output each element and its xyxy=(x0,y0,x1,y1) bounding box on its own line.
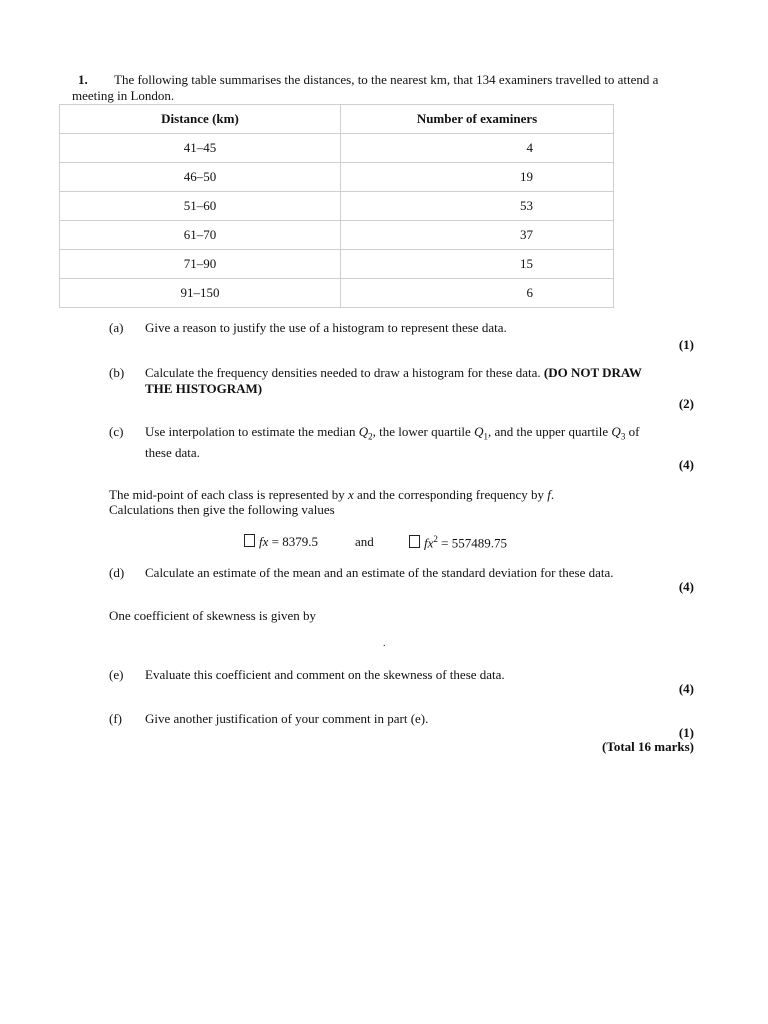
distance-cell: 61–70 xyxy=(60,221,341,250)
median-symbol: Q xyxy=(358,424,369,439)
part-f-label: (f) xyxy=(109,711,122,726)
midpoint-paragraph xyxy=(109,487,669,517)
sum-fx2-symbol: fx xyxy=(424,535,434,551)
part-c-text-1: Use interpolation to estimate the median xyxy=(145,424,356,439)
part-a-mark: (1) xyxy=(678,337,694,352)
stray-dot: . xyxy=(383,638,386,649)
question-intro-text: The following table summarises the distances, to the nearest km, that 134 examiners travelled to attend a meeting in London. xyxy=(72,72,659,103)
distance-cell: 91–150 xyxy=(60,279,341,308)
part-a-label: (a) xyxy=(109,320,124,335)
x-symbol: x xyxy=(347,487,354,502)
question-number: 1. xyxy=(78,72,88,87)
sum-fx-symbol: fx xyxy=(259,534,269,549)
part-f-text: Give another justification of your comment in part (e). xyxy=(145,711,429,726)
f-symbol: f xyxy=(547,487,551,502)
lower-quartile-symbol: Q xyxy=(474,424,484,439)
sum-fx2-value: = 557489.75 xyxy=(441,535,507,551)
lower-quartile-subscript: 1 xyxy=(483,431,488,442)
table-row xyxy=(60,250,614,279)
column-header-examiners: Number of examiners xyxy=(341,105,614,134)
part-e-text: Evaluate this coefficient and comment on the skewness of these data. xyxy=(145,667,505,682)
sum-fx-value: = 8379.5 xyxy=(271,534,318,549)
table-row xyxy=(60,163,614,192)
total-marks: (Total 16 marks) xyxy=(602,739,694,754)
midpoint-text-1: The mid-point of each class is represented by xyxy=(109,487,345,502)
count-cell: 53 xyxy=(341,192,614,221)
part-c-body xyxy=(145,424,660,461)
part-d-mark: (4) xyxy=(678,579,694,594)
sum-fx2-superscript: 2 xyxy=(433,534,438,544)
distance-table xyxy=(59,104,614,308)
part-c-label: (c) xyxy=(109,424,124,439)
median-subscript: 2 xyxy=(368,431,373,442)
distance-cell: 71–90 xyxy=(60,250,341,279)
question-intro xyxy=(72,72,702,104)
part-e-mark: (4) xyxy=(678,681,694,696)
table-header-row xyxy=(60,105,614,134)
column-header-distance: Distance (km) xyxy=(60,105,341,134)
sum-fx-formula xyxy=(244,534,318,550)
sum-fx2-formula xyxy=(409,534,507,551)
distance-cell: 41–45 xyxy=(60,134,341,163)
table-row xyxy=(60,279,614,308)
part-c-mark: (4) xyxy=(678,457,694,472)
part-a-text: Give a reason to justify the use of a histogram to represent these data. xyxy=(145,320,507,335)
part-c-text-2: , the lower quartile xyxy=(372,424,471,439)
midpoint-text-2: and the corresponding frequency by xyxy=(357,487,545,502)
count-cell: 4 xyxy=(341,134,614,163)
part-b-emphasis: (DO NOT DRAW THE HISTOGRAM) xyxy=(145,365,642,396)
table-row xyxy=(60,192,614,221)
table-row xyxy=(60,134,614,163)
part-b-mark: (2) xyxy=(678,396,694,411)
count-cell: 37 xyxy=(341,221,614,250)
part-e-label: (e) xyxy=(109,667,124,682)
part-b-label: (b) xyxy=(109,365,125,380)
part-c-text-4: of these data. xyxy=(145,424,640,460)
distance-cell: 51–60 xyxy=(60,192,341,221)
part-c-text-3: , and the upper quartile xyxy=(487,424,609,439)
midpoint-text-3: . xyxy=(550,487,555,502)
part-b-body xyxy=(145,365,655,397)
skewness-text: One coefficient of skewness is given by xyxy=(109,608,316,623)
and-word: and xyxy=(355,534,374,549)
count-cell: 15 xyxy=(341,250,614,279)
part-d-text: Calculate an estimate of the mean and an estimate of the standard deviation for these data. xyxy=(145,565,614,580)
sigma-placeholder-icon xyxy=(409,535,420,548)
table-row xyxy=(60,221,614,250)
midpoint-text-4: Calculations then give the following values xyxy=(109,502,335,517)
count-cell: 19 xyxy=(341,163,614,192)
upper-quartile-subscript: 3 xyxy=(620,431,626,442)
upper-quartile-symbol: Q xyxy=(611,424,621,439)
count-cell: 6 xyxy=(341,279,614,308)
part-b-text: Calculate the frequency densities needed to draw a histogram for these data. xyxy=(145,365,541,380)
part-f-mark: (1) xyxy=(678,725,694,740)
distance-cell: 46–50 xyxy=(60,163,341,192)
part-d-label: (d) xyxy=(109,565,125,580)
sigma-placeholder-icon xyxy=(244,534,255,547)
